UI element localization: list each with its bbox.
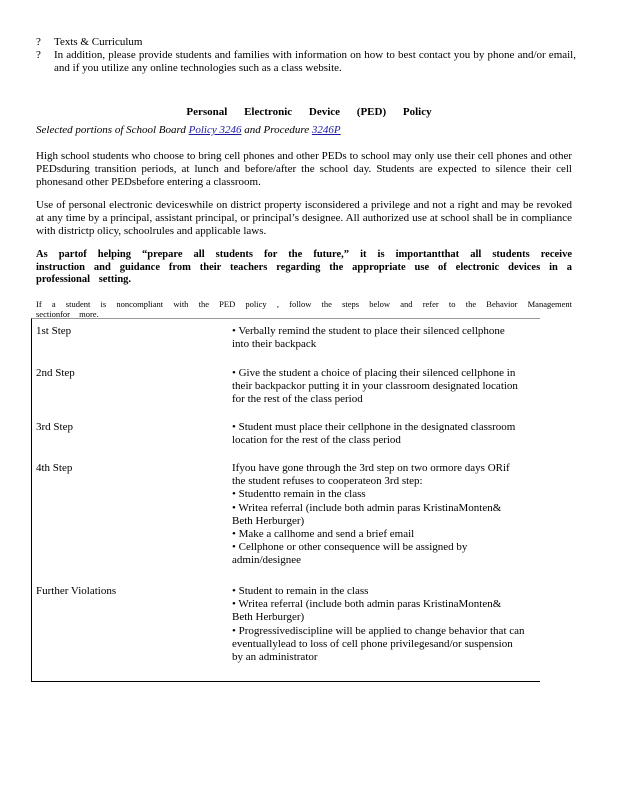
step-actions [232,462,537,568]
action-line: the student refuses to cooperateon 3rd step: [232,475,423,488]
action-line: • Verbally remind the student to place their silenced cellphone [232,325,505,337]
table-row [36,462,536,568]
intro-bullets [36,36,576,76]
step-actions [232,367,537,407]
step-label: 1st Step [36,325,72,337]
action-line: • Writea referral (include both admin paras KristinaMonten& [232,598,502,611]
paragraph-privilege: Use of personal electronic deviceswhile on district property isconsidered a privilege and not a right and may be revoked at any time by a principal, assistant principal, or principal’s designee. All authorized use at school shall be in compliance with districtp olicy, schoolrules and applicable laws. [36,199,572,238]
reference-middle: and Procedure [244,124,310,136]
step-label: 3rd Step [36,421,73,433]
procedure-link[interactable]: 3246P [311,124,341,136]
step-label: 4th Step [36,462,73,474]
action-line: eventuallylead to loss of cell phone privilegesand/or suspension [232,637,513,650]
action-line: • Make a callhome and send a brief email [232,527,415,540]
step-label: 2nd Step [36,367,75,379]
action-line: • Student to remain in the class [232,585,369,597]
bullet-text: In addition, please provide students and families with information on how to best contact you by phone and/or email, and if you utilize any online technologies such as a class website. [54,49,576,75]
paragraph-instruction: As partof helping “prepare all students for the future,” it is importantthat all students receive instruction and guidance from their teachers regarding the appropriate use of electronic devices in a professional setting. [36,249,572,286]
bullet-symbol: ? [36,36,41,48]
action-line: • Writea referral (include both admin paras KristinaMonten& [232,501,502,514]
table-row [36,325,536,351]
table-row [36,421,536,447]
steps-table [31,318,540,682]
action-line: • Student must place their cellphone in the designated classroom [232,421,516,433]
bullet-text: Texts & Curriculum [54,36,143,48]
action-line: • Studentto remain in the class [232,488,366,501]
step-actions [232,325,537,351]
paragraph-noncompliant: If a student is noncompliant with the PED policy , follow the steps below and refer to the Behavior Management sectionfor more. [36,299,572,320]
list-item [36,36,576,49]
section-title: Personal Electronic Device (PED) Policy [186,106,432,118]
paragraph-cell-phones: High school students who choose to bring cell phones and other PEDs to school may only use their cell phones and other PEDsduring transition periods, at lunch and before/after the school day. Students are expected to silence their cell phonesand other PEDsbefore entering a classroom. [36,150,572,189]
step-actions [232,585,537,664]
action-line: their backpackor putting it in your classroom designated location [232,380,518,393]
action-line: • Cellphone or other consequence will be assigned by [232,541,468,554]
action-line: Beth Herburger) [232,611,305,624]
action-line: admin/designee [232,554,302,567]
action-line: Ifyou have gone through the 3rd step on two ormore days ORif [232,462,510,474]
action-line: Beth Herburger) [232,514,305,527]
action-line: into their backpack [232,338,317,351]
list-item [36,49,576,75]
bullet-symbol: ? [36,49,41,62]
action-line: • Give the student a choice of placing their silenced cellphone in [232,367,516,379]
action-line: location for the rest of the class period [232,434,401,447]
policy-reference [36,124,341,137]
table-row [36,367,536,407]
reference-prefix: Selected portions of School Board [36,124,186,136]
step-label: Further Violations [36,585,117,597]
step-actions [232,421,537,447]
table-row [36,585,536,664]
action-line: for the rest of the class period [232,393,363,406]
action-line: by an administrator [232,650,318,663]
policy-link[interactable]: Policy 3246 [188,124,242,136]
action-line: • Progressivediscipline will be applied to change behavior that can [232,624,525,637]
